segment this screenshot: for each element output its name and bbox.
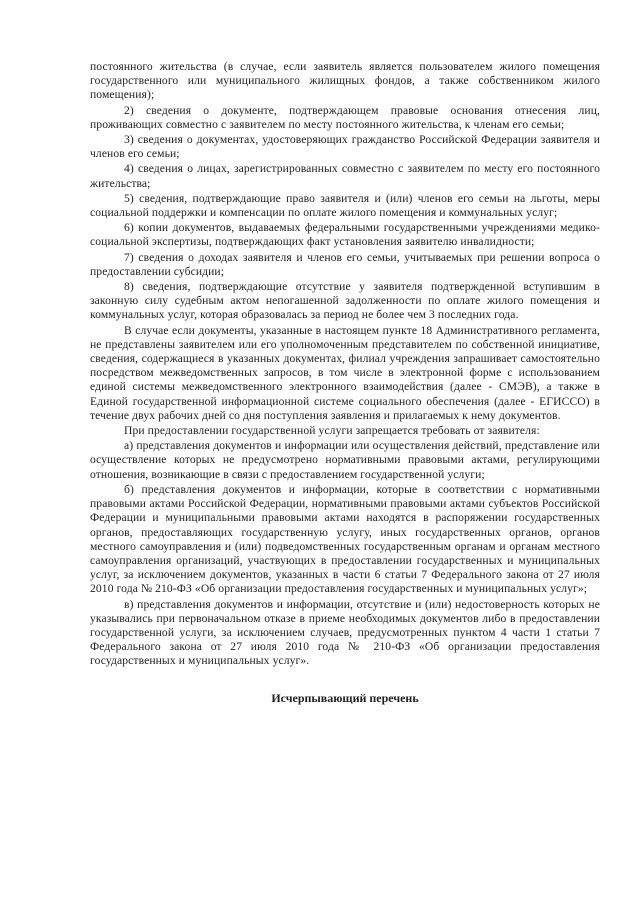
paragraph-item-5: 5) сведения, подтверждающие право заявителя и (или) членов его семьи на льготы, меры социальной поддержки и компенсации по оплате жилого помещения и коммунальных услуг; (90, 191, 600, 220)
paragraph-prohibition-b: б) представления документов и информации, которые в соответствии с нормативными правовыми актами Российской Федерации, нормативными правовыми актами субъектов Российской Федерации и муниципальными правовыми актами находятся в распоряжении государственных органов, предоставляющих государственную услугу, иных государственных органов, органов местного самоуправления и (или) подведомственных государственным органам и органам местного самоуправления организаций, участвующих в предоставлении государственных и муниципальных услуг, за исключением документов, указанных в части 6 статьи 7 Федерального закона от 27 июля 2010 года № 210-ФЗ «Об организации предоставления государственных и муниципальных услуг»; (90, 482, 600, 596)
paragraph-item-4: 4) сведения о лицах, зарегистрированных совместно с заявителем по месту его постоянного жительства; (90, 162, 600, 190)
paragraph-item-2: 2) сведения о документе, подтверждающем правовые основания отнесения лиц, проживающих совместно с заявителем по месту постоянного жительства, к членам его семьи; (90, 103, 600, 131)
paragraph-item-6: 6) копии документов, выдаваемых федеральными государственными учреждениями медико-социальной экспертизы, подтверждающих факт установления заявителю инвалидности; (90, 221, 600, 249)
paragraph-residence-continuation: постоянного жительства (в случае, если заявитель является пользователем жилого помещения государственного или муниципального жилищных фондов, а также собственником жилого помещения); (90, 60, 600, 102)
paragraph-prohibition-v: в) представления документов и информации, отсутствие и (или) недостоверность которых не указывались при первоначальном отказе в приеме необходимых документов либо в предоставлении государственной услуги, за исключением случаев, предусмотренных пунктом 4 части 1 статьи 7 Федерального закона от 27 июля 2010 года № 210-ФЗ «Об организации предоставления государственных и муниципальных услуг». (90, 597, 600, 668)
paragraph-item-7: 7) сведения о доходах заявителя и членов его семьи, учитываемых при решении вопроса о предоставлении субсидии; (90, 250, 600, 278)
paragraph-interagency-requests: В случае если документы, указанные в настоящем пункте 18 Административного регламента, не представлены заявителем или его уполномоченным представителем по собственной инициативе, сведения, содержащиеся в указанных документах, филиал учреждения запрашивает самостоятельно посредством межведомственных запросов, в том числе в электронной форме с использованием единой системы межведомственного электронного взаимодействия (далее - СМЭВ), а также в Единой государственной информационной системе социального обеспечения (далее - ЕГИССО) в течение двух рабочих дней со дня поступления заявления и прилагаемых к нему документов. (90, 323, 600, 422)
paragraph-prohibition-a: а) представления документов и информации или осуществления действий, представление или осуществление которых не предусмотрено нормативными правовыми актами, регулирующими отношения, возникающие в связи с предоставлением государственной услуги; (90, 439, 600, 481)
section-heading: Исчерпывающий перечень (271, 690, 419, 705)
paragraph-prohibitions-intro: При предоставлении государственной услуги запрещается требовать от заявителя: (124, 424, 540, 438)
paragraph-item-8: 8) сведения, подтверждающие отсутствие у заявителя подтвержденной вступившим в законную силу судебным актом непогашенной задолженности по оплате жилого помещения и коммунальных услуг, которая образовалась за период не более чем 3 последних года. (90, 280, 600, 322)
paragraph-item-3: 3) сведения о документах, удостоверяющих гражданство Российской Федерации заявителя и членов его семьи; (90, 133, 600, 161)
